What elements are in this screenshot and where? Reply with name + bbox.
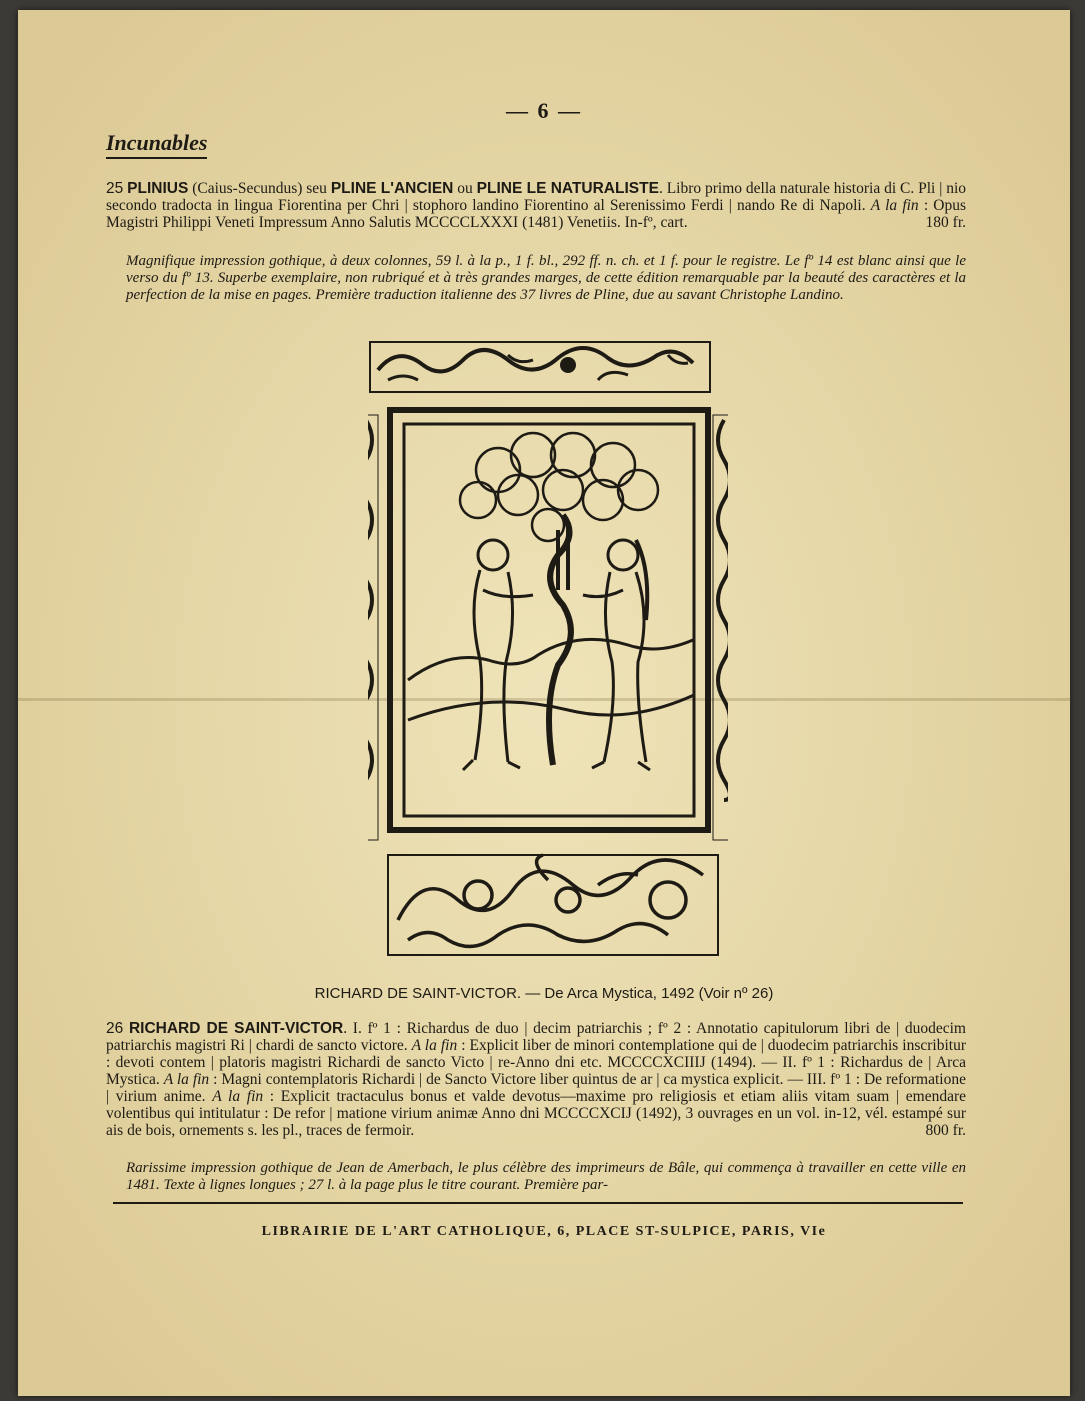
entry-25 [106, 180, 966, 231]
entry-alt-name-1: PLINE L'ANCIEN [330, 180, 454, 197]
publisher-footer: LIBRAIRIE DE L'ART CATHOLIQUE, 6, PLACE ST-SULPICE, PARIS, VIe [261, 1224, 827, 1239]
entry-author-sub: (Caius-Secundus) seu [192, 180, 327, 197]
woodcut-illustration [368, 340, 728, 960]
entry-price: 800 fr. [925, 1122, 966, 1139]
entry-part-2: : Explicit liber de minori contemplatione qui de | duodecim patriarchis inscribitur : devoti contem | platoris magistri Richardi de sancto Victo | re-Anno dni etc. MCCCCXCIIIJ (1494). — II. fº 1 : Richardus de | Arca Mystica. [106, 1037, 967, 1088]
entry-number: 25 [106, 180, 124, 197]
entry-author: RICHARD DE SAINT-VICTOR [128, 1020, 344, 1037]
entry-part-4: : Explicit tractaculus bonus et valde devotus—maxime pro religiosis et etiam aliis vitam suam | emendare volentibus qui intitulatur : De refor | matione virium animæ Anno dni MCCCCXCIJ (1492), 3 ouvrages en un vol. in-12, vél. estampé sur ais de bois, ornements s. les pl., traces de fermoir. [106, 1088, 966, 1139]
entry-a-la-fin: A la fin [870, 197, 919, 214]
entry-price: 180 fr. [925, 214, 966, 231]
entry-text-2: : Opus Magistri Philippi Veneti Impressum Anno Salutis MCCCCLXXXI (1481) Venetiis. In-fº, cart. [106, 197, 967, 231]
entry-a-la-fin-1: A la fin [411, 1037, 458, 1054]
footer-rule [113, 1202, 963, 1204]
page-number: — 6 — [506, 98, 582, 123]
entry-part-3: : Magni contemplatoris Richardi | de Sancto Victore liber quintus de ar | ca mystica explicit. — III. fº 1 : De reformatione | virium anime. [106, 1071, 966, 1105]
entry-25-note: Magnifique impression gothique, à deux colonnes, 59 l. à la p., 1 f. bl., 292 ff. n. ch. et 1 f. pour le registre. Le fº 14 est blanc ainsi que le verso du fº 13. Superbe exemplaire, non rubriqué et à très grandes marges, de cette édition remarquable par la beauté des caractères et la perfection de la mise en pages. Première traduction italienne des 37 livres de Pline, due au savant Christophe Landino. [126, 253, 966, 303]
entry-text-1: . Libro primo della naturale historia di C. Pli | nio secondo tradocta in lingua Fiorentina per Chri | stophoro landino Fiorentino al Serenissimo Ferdi | nando Re di Napoli. [106, 180, 967, 214]
entry-or: ou [457, 180, 473, 197]
entry-26-note: Rarissime impression gothique de Jean de Amerbach, le plus célèbre des imprimeurs de Bâle, qui commença à travailler en cette ville en 1481. Texte à lignes longues ; 27 l. à la page plus le titre courant. Première par- [126, 1160, 966, 1193]
entry-alt-name-2: PLINE LE NATURALISTE [476, 180, 659, 197]
entry-number: 26 [106, 1020, 124, 1037]
section-title: Incunables [106, 130, 207, 159]
figure-caption: RICHARD DE SAINT-VICTOR. — De Arca Mystica, 1492 (Voir nº 26) [314, 985, 774, 1002]
entry-author: PLINIUS [127, 180, 189, 197]
catalogue-page [18, 10, 1070, 1396]
entry-26 [106, 1020, 966, 1139]
entry-a-la-fin-3: A la fin [212, 1088, 264, 1105]
entry-part-1: . I. fº 1 : Richardus de duo | decim patriarchis ; fº 2 : Annotatio capitulorum libri de | duodecim patriarchis magistri Ri | chardi de sancto victore. [106, 1020, 966, 1054]
entry-a-la-fin-2: A la fin [163, 1071, 210, 1088]
